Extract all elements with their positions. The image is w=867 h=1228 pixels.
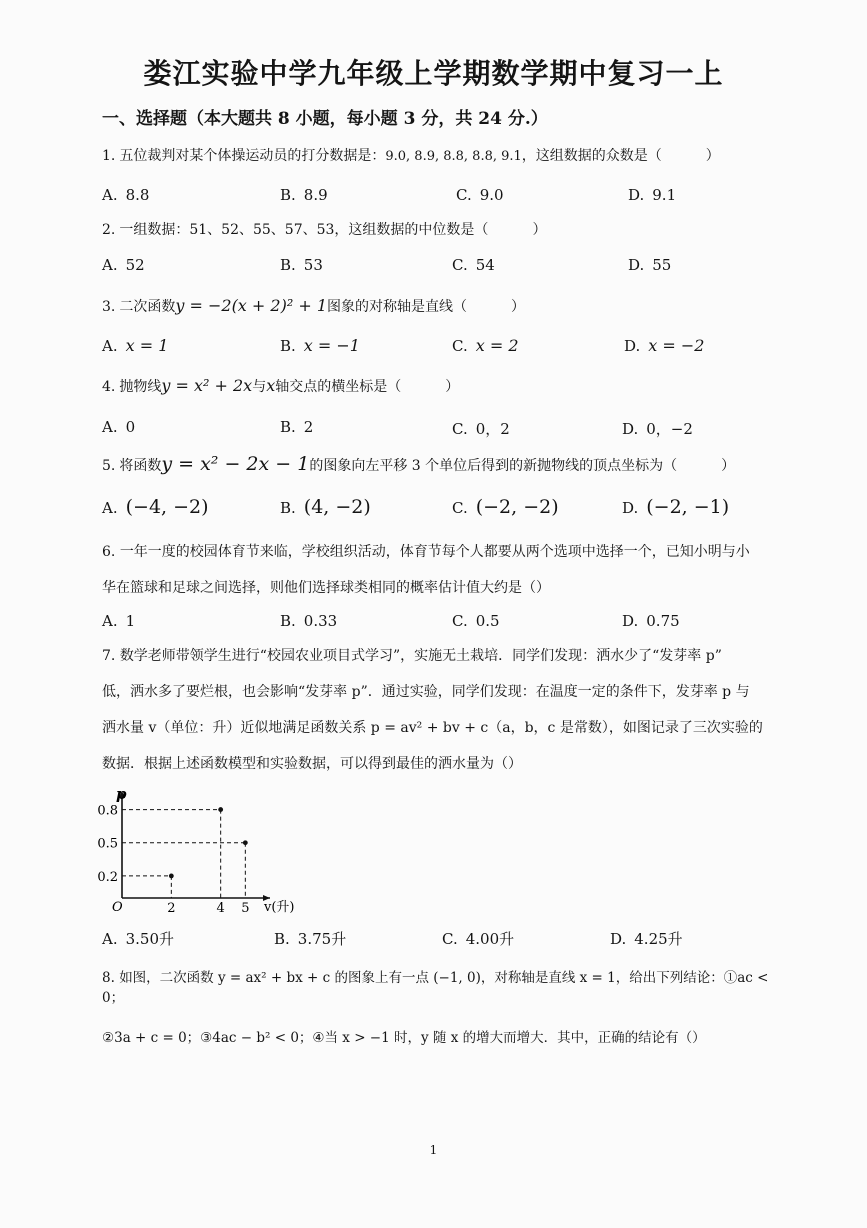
origin-label: O (112, 900, 123, 915)
option-b: B. 53 (280, 256, 323, 274)
question-6-options (102, 612, 792, 634)
y-tick-label-2: 0.8 (97, 803, 118, 819)
option-c: C. (−2, −2) (452, 496, 559, 518)
option-a: A. (−4, −2) (102, 496, 209, 518)
section-heading: 一、选择题（本大题共 8 小题，每小题 3 分，共 24 分.） (102, 109, 548, 129)
formula: y = x² − 2x − 1 (161, 453, 310, 475)
option-a: A. 1 (102, 612, 136, 630)
y-axis-label: p (116, 785, 127, 803)
question-6: 6. 一年一度的校园体育节来临，学校组织活动，体育节每个人都要从两个选项中选择一个，已知小明与小 华在篮球和足球之间选择，则他们选择球类相同的概率估计值大约是（） (102, 544, 750, 596)
option-b: B. 8.9 (280, 186, 328, 204)
question-4: 4. 抛物线y = x² + 2x与x轴交点的横坐标是（ ） (102, 376, 460, 395)
option-a: A. 52 (102, 256, 145, 274)
x-tick-label-1: 4 (216, 901, 225, 916)
question-1-options (102, 186, 792, 208)
q7-chart (97, 785, 310, 916)
x-tick-label-0: 2 (167, 901, 176, 916)
option-d: D. (−2, −1) (622, 496, 730, 518)
page-title: 娄江实验中学九年级上学期数学期中复习一上 (143, 57, 724, 90)
option-a: A. x = 1 (102, 336, 169, 355)
option-a: A. 3.50升 (102, 930, 175, 948)
option-b: B. 2 (280, 418, 314, 436)
question-3-options (102, 336, 792, 358)
option-d: D. x = −2 (624, 336, 705, 355)
question-3: 3. 二次函数y = −2(x + 2)² + 1图象的对称轴是直线（ ） (102, 296, 525, 315)
option-d: D. 55 (628, 256, 672, 274)
data-point-2 (243, 840, 248, 845)
formula: y = x² + 2x (161, 376, 253, 395)
question-4-options (102, 418, 792, 440)
option-d: D. 0，−2 (622, 420, 693, 438)
formula: y = −2(x + 2)² + 1 (175, 296, 327, 315)
question-1: 1. 五位裁判对某个体操运动员的打分数据是：9.0, 8.9, 8.8, 8.8, 9.1，这组数据的众数是（ ） (102, 148, 720, 164)
option-d: D. 0.75 (622, 612, 680, 630)
y-tick-label-0: 0.2 (97, 869, 118, 885)
question-5-options (102, 496, 792, 518)
question-7-options (102, 928, 792, 950)
x-tick-label-2: 5 (241, 901, 250, 916)
option-c: C. 0，2 (452, 420, 510, 438)
x-axis-label: v(升) (264, 900, 295, 915)
question-8: 8. 如图，二次函数 y = ax² + bx + c 的图象上有一点 (−1, 0)，对称轴是直线 x = 1，给出下列结论：①ac < 0； ②3a + c = 0；③4ac − b² < 0；④当 x > −1 时，y 随 x 的增大而增大．其中，正确的结论有（） (102, 970, 769, 1046)
page-number: 1 (429, 1143, 438, 1157)
option-b: B. 0.33 (280, 612, 338, 630)
question-7: 7. 数学老师带领学生进行“校园农业项目式学习”，实施无土栽培．同学们发现：洒水少了“发芽率 p” 低，洒水多了要烂根，也会影响“发芽率 p”．通过实验，同学们发现：在温度一定的条件下，发芽率 p 与 洒水量 v（单位：升）近似地满足函数关系 p = av² + bv + c（a，b，c 是常数），如图记录了三次实验的 数据．根据上述函数模型和实验数据，可以得到最佳的洒水量为（） (102, 648, 763, 772)
option-d: D. 9.1 (628, 186, 677, 204)
data-point-0 (169, 873, 174, 878)
data-point-1 (218, 807, 223, 812)
option-c: C. 9.0 (456, 186, 504, 204)
question-5: 5. 将函数y = x² − 2x − 1的图象向左平移 3 个单位后得到的新抛物线的顶点坐标为（ ） (102, 453, 736, 475)
option-b: B. 3.75升 (274, 930, 347, 948)
question-2-options (102, 256, 792, 278)
q7-chart-svg (97, 785, 310, 916)
option-c: C. x = 2 (452, 336, 519, 355)
option-b: B. (4, −2) (280, 496, 371, 518)
option-a: A. 8.8 (102, 186, 150, 204)
y-tick-label-1: 0.5 (97, 836, 118, 852)
option-d: D. 4.25升 (610, 930, 683, 948)
option-a: A. 0 (102, 418, 136, 436)
question-2: 2. 一组数据：51、52、55、57、53，这组数据的中位数是（ ） (102, 222, 547, 238)
option-c: C. 54 (452, 256, 495, 274)
option-c: C. 0.5 (452, 612, 500, 630)
option-c: C. 4.00升 (442, 930, 515, 948)
option-b: B. x = −1 (280, 336, 360, 355)
